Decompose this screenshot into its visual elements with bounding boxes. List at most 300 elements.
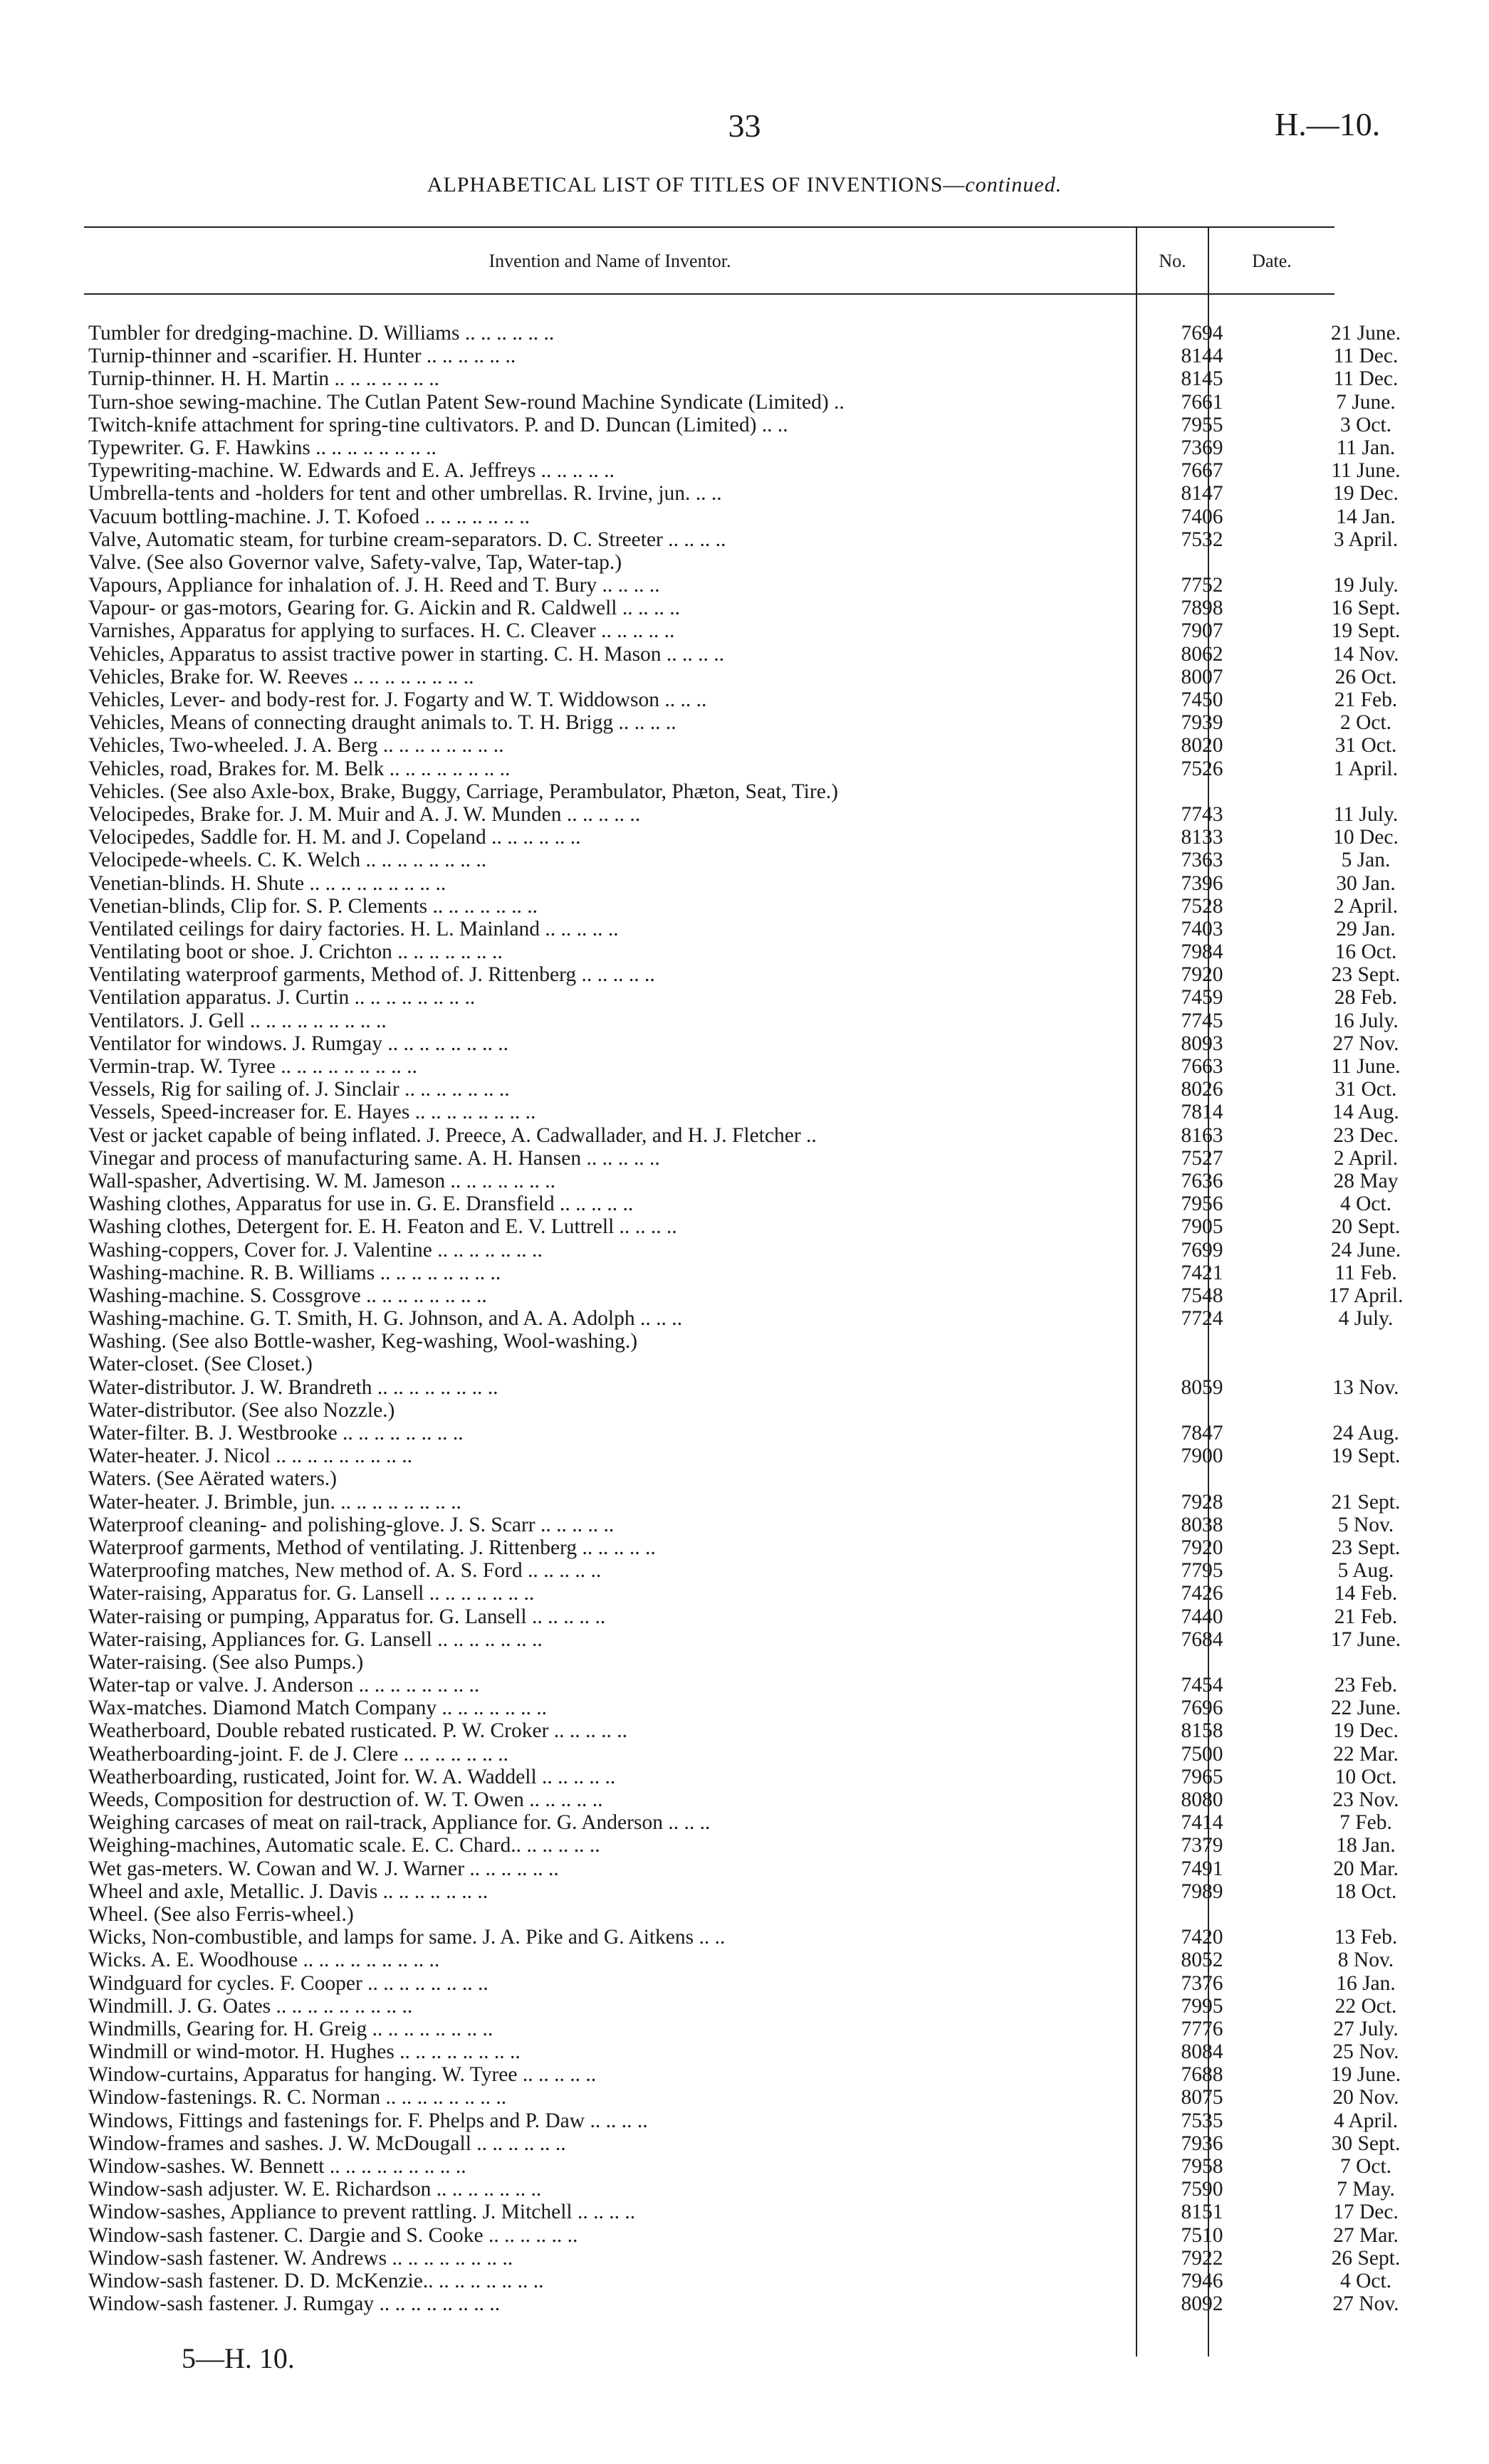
patent-date: 2 April. (1333, 894, 1399, 918)
patent-date: 7 Feb. (1339, 1811, 1392, 1835)
list-item (84, 2132, 1401, 2155)
list-item (84, 963, 1401, 987)
invention-title: Washing clothes, Detergent for. E. H. Featon and E. V. Luttrell .. .. .. .. (88, 1215, 677, 1239)
header-bottom-rule (84, 293, 1334, 295)
list-item (84, 2246, 1401, 2270)
invention-title: Ventilating waterproof garments, Method of. J. Rittenberg .. .. .. .. .. (88, 963, 655, 987)
patent-number: 7590 (1181, 2178, 1223, 2201)
patent-date: 7 Oct. (1339, 2155, 1392, 2178)
list-item (84, 1169, 1399, 1192)
list-item (84, 1032, 1399, 1055)
list-item (84, 2269, 1392, 2292)
patent-date: 7 June. (1336, 390, 1396, 414)
invention-title: Ventilator for windows. J. Rumgay .. .. .. .. .. .. .. .. (88, 1032, 508, 1055)
list-item (84, 1994, 1397, 2018)
invention-title: Tumbler for dredging-machine. D. Williams .. .. .. .. .. .. (88, 322, 555, 345)
patent-date: 11 Dec. (1333, 367, 1399, 391)
patent-date: 20 Nov. (1332, 2086, 1399, 2109)
patent-date: 26 Sept. (1331, 2246, 1401, 2270)
list-item (84, 1146, 1399, 1170)
page-number: 33 (728, 108, 761, 144)
invention-title: Weatherboarding-joint. F. de J. Clere .. .. .. .. .. .. .. (88, 1742, 509, 1766)
list-item (84, 2109, 1399, 2132)
list-item (84, 711, 1392, 735)
patent-number: 7376 (1181, 1971, 1223, 1995)
list-item (84, 1445, 1401, 1468)
patent-number: 7989 (1181, 1880, 1223, 1903)
invention-title: Vapour- or gas-motors, Gearing for. G. Aickin and R. Caldwell .. .. .. .. (88, 597, 680, 620)
patent-number: 7421 (1181, 1261, 1223, 1284)
patent-number: 8144 (1181, 345, 1223, 368)
patent-number: 8145 (1181, 367, 1223, 391)
list-item (84, 1261, 1397, 1284)
patent-date: 19 July. (1333, 574, 1399, 597)
patent-number: 7995 (1181, 1994, 1223, 2018)
patent-date: 5 Aug. (1337, 1559, 1394, 1583)
invention-title: Windmills, Gearing for. H. Greig .. .. .. .. .. .. .. .. (88, 2017, 493, 2040)
invention-title: Waters. (See Aërated waters.) (88, 1467, 338, 1491)
patent-date: 17 April. (1328, 1284, 1404, 1307)
list-item (84, 413, 1392, 436)
invention-title: Vessels, Rig for sailing of. J. Sinclair .. .. .. .. .. .. .. (88, 1078, 510, 1101)
list-item (84, 1651, 1334, 1674)
patent-number: 7526 (1181, 757, 1223, 780)
invention-title: Washing-machine. S. Cossgrove .. .. .. .. .. .. .. .. (88, 1284, 487, 1307)
patent-number: 8038 (1181, 1513, 1223, 1536)
patent-date: 4 Oct. (1339, 1192, 1392, 1216)
patent-date: 28 Feb. (1334, 986, 1398, 1010)
list-item (84, 734, 1397, 757)
patent-number: 8163 (1181, 1123, 1223, 1147)
invention-title: Window-sashes, Appliance to prevent rattling. J. Mitchell .. .. .. .. (88, 2201, 636, 2224)
patent-date: 17 June. (1330, 1627, 1401, 1651)
patent-number: 7396 (1181, 871, 1223, 895)
patent-date: 25 Nov. (1332, 2040, 1399, 2064)
invention-title: Weatherboard, Double rebated rusticated. P. W. Croker .. .. .. .. .. (88, 1719, 628, 1743)
invention-title: Valve. (See also Governor valve, Safety-valve, Tap, Water-tap.) (88, 550, 622, 574)
patent-number: 8075 (1181, 2086, 1223, 2109)
patent-date: 21 June. (1330, 322, 1401, 345)
invention-title: Vehicles, Means of connecting draught animals to. T. H. Brigg .. .. .. .. (88, 711, 676, 735)
invention-title: Windguard for cycles. F. Cooper .. .. .. .. .. .. .. .. (88, 1971, 489, 1995)
page-reference: H.—10. (1275, 106, 1381, 142)
patent-date: 31 Oct. (1334, 1078, 1397, 1101)
invention-title: Washing. (See also Bottle-washer, Keg-washing, Wool-washing.) (88, 1330, 638, 1353)
patent-number: 8062 (1181, 642, 1223, 666)
invention-title: Weighing carcases of meat on rail-track, Appliance for. G. Anderson .. .. .. (88, 1811, 711, 1835)
column-header-date: Date. (1252, 251, 1292, 271)
list-item (84, 345, 1399, 368)
patent-number: 8084 (1181, 2040, 1223, 2064)
patent-date: 4 July. (1338, 1307, 1394, 1331)
invention-title: Waterproofing matches, New method of. A. S. Ford .. .. .. .. .. (88, 1559, 602, 1583)
list-item (84, 1536, 1401, 1559)
list-item (84, 2178, 1395, 2201)
patent-number: 7776 (1181, 2017, 1223, 2040)
invention-title: Water-heater. J. Nicol .. .. .. .. .. .. .. .. .. (88, 1445, 412, 1468)
invention-title: Ventilators. J. Gell .. .. .. .. .. .. .. .. .. (88, 1009, 387, 1032)
signature-mark: 5—H. 10. (182, 2342, 295, 2374)
list-item (84, 2063, 1401, 2087)
patent-number: 7532 (1181, 528, 1223, 551)
list-item (84, 688, 1398, 711)
patent-number: 7527 (1181, 1146, 1223, 1170)
patent-number: 7955 (1181, 413, 1223, 436)
invention-title: Water-raising or pumping, Apparatus for. G. Lansell .. .. .. .. .. (88, 1605, 606, 1628)
patent-number: 7965 (1181, 1765, 1223, 1788)
invention-title: Vehicles. (See also Axle-box, Brake, Buggy, Carriage, Perambulator, Phæton, Seat, Tire.) (88, 780, 838, 803)
patent-number: 7907 (1181, 619, 1223, 643)
patent-date: 8 Nov. (1337, 1949, 1394, 1972)
patent-number: 7958 (1181, 2155, 1223, 2178)
list-item (84, 802, 1399, 826)
patent-date: 16 Sept. (1331, 597, 1401, 620)
patent-date: 14 Jan. (1336, 505, 1396, 528)
invention-title: Water-heater. J. Brimble, jun. .. .. .. .. .. .. .. .. (88, 1490, 461, 1514)
patent-date: 5 Nov. (1337, 1513, 1394, 1536)
invention-title: Window-frames and sashes. J. W. McDougall .. .. .. .. .. .. (88, 2132, 566, 2155)
invention-title: Window-sashes. W. Bennett .. .. .. .. .. .. .. .. .. (88, 2155, 466, 2178)
invention-title: Water-filter. B. J. Westbrooke .. .. .. .. .. .. .. .. (88, 1422, 464, 1445)
patent-date: 3 Oct. (1339, 413, 1392, 436)
invention-title: Wicks. A. E. Woodhouse .. .. .. .. .. .. .. .. .. (88, 1949, 440, 1972)
list-item (84, 780, 1334, 803)
patent-number: 8026 (1181, 1078, 1223, 1101)
patent-date: 19 Sept. (1331, 1445, 1401, 1468)
patent-date: 23 Sept. (1331, 1536, 1401, 1559)
invention-title: Vacuum bottling-machine. J. T. Kofoed .. .. .. .. .. .. .. (88, 505, 530, 528)
invention-title: Window-sash fastener. W. Andrews .. .. .. .. .. .. .. .. (88, 2246, 513, 2270)
patent-number: 7548 (1181, 1284, 1223, 1307)
invention-title: Umbrella-tents and -holders for tent and other umbrellas. R. Irvine, jun. .. .. (88, 482, 722, 505)
invention-title: Windmill. J. G. Oates .. .. .. .. .. .. .. .. .. (88, 1994, 413, 2018)
patent-number: 7420 (1181, 1926, 1223, 1949)
list-item (84, 642, 1399, 666)
list-item (84, 528, 1399, 551)
patent-date: 27 Nov. (1332, 2292, 1399, 2316)
list-item (84, 551, 1334, 574)
patent-date: 26 Oct. (1334, 665, 1397, 688)
patent-number: 7369 (1181, 436, 1223, 459)
invention-title: Water-raising, Appliances for. G. Lansell .. .. .. .. .. .. .. (88, 1627, 543, 1651)
list-item (84, 1192, 1392, 1216)
patent-date: 14 Nov. (1332, 642, 1399, 666)
list-item (84, 367, 1399, 391)
list-item (84, 1971, 1396, 1995)
list-item (84, 1055, 1401, 1078)
list-item (84, 322, 1401, 345)
patent-date: 16 July. (1333, 1009, 1399, 1032)
invention-title: Window-sash fastener. D. D. McKenzie.. .. .. .. .. .. .. .. (88, 2269, 544, 2292)
patent-date: 4 Oct. (1339, 2269, 1392, 2292)
patent-number: 7898 (1181, 597, 1223, 620)
list-item (84, 597, 1401, 620)
list-item (84, 757, 1399, 780)
patent-date: 18 Jan. (1336, 1834, 1396, 1857)
invention-title: Vessels, Speed-increaser for. E. Hayes .. .. .. .. .. .. .. .. (88, 1101, 536, 1124)
inventions-list (84, 322, 1404, 2316)
patent-number: 7920 (1181, 1536, 1223, 1559)
top-rule (84, 226, 1334, 228)
patent-date: 13 Nov. (1332, 1375, 1399, 1399)
list-item (84, 986, 1398, 1010)
patent-date: 27 Mar. (1333, 2223, 1399, 2247)
patent-number: 7900 (1181, 1445, 1223, 1468)
patent-number: 8052 (1181, 1949, 1223, 1972)
invention-title: Typewriting-machine. W. Edwards and E. A. Jeffreys .. .. .. .. .. (88, 459, 615, 483)
patent-number: 8093 (1181, 1032, 1223, 1055)
invention-title: Turnip-thinner and -scarifier. H. Hunter .. .. .. .. .. .. (88, 345, 516, 368)
patent-date: 30 Jan. (1336, 871, 1396, 895)
invention-title: Varnishes, Apparatus for applying to surfaces. H. C. Cleaver .. .. .. .. .. (88, 619, 675, 643)
heading-continued: continued. (965, 173, 1062, 196)
list-item (84, 1834, 1396, 1857)
patent-number: 7936 (1181, 2132, 1223, 2155)
list-item (84, 1284, 1404, 1307)
patent-number: 7663 (1181, 1055, 1223, 1078)
patent-number: 7847 (1181, 1422, 1223, 1445)
list-item (84, 1811, 1392, 1835)
patent-date: 31 Oct. (1334, 734, 1397, 757)
patent-date: 23 Dec. (1333, 1123, 1399, 1147)
list-item (84, 1903, 1334, 1926)
invention-title: Waterproof garments, Method of ventilating. J. Rittenberg .. .. .. .. .. (88, 1536, 656, 1559)
invention-title: Water-closet. (See Closet.) (88, 1353, 313, 1376)
patent-number: 7984 (1181, 940, 1223, 964)
invention-title: Window-sash adjuster. W. E. Richardson .. .. .. .. .. .. .. (88, 2178, 542, 2201)
list-item (84, 574, 1399, 597)
patent-date: 29 Jan. (1336, 917, 1396, 940)
invention-title: Wet gas-meters. W. Cowan and W. J. Warner .. .. .. .. .. .. (88, 1857, 559, 1880)
invention-title: Window-sash fastener. J. Rumgay .. .. .. .. .. .. .. .. (88, 2292, 501, 2316)
patent-number: 7500 (1181, 1742, 1223, 1766)
patent-number: 7414 (1181, 1811, 1223, 1835)
patent-number: 7814 (1181, 1101, 1223, 1124)
list-item (84, 1880, 1397, 1903)
invention-title: Waterproof cleaning- and polishing-glove. J. S. Scarr .. .. .. .. .. (88, 1513, 615, 1536)
patent-date: 21 Feb. (1334, 688, 1398, 711)
patent-date: 24 Aug. (1332, 1422, 1399, 1445)
invention-title: Vapours, Appliance for inhalation of. J. H. Reed and T. Bury .. .. .. .. (88, 574, 660, 597)
list-item (84, 1857, 1399, 1880)
patent-date: 4 April. (1333, 2109, 1399, 2132)
list-item (84, 1123, 1399, 1147)
list-item (84, 665, 1397, 688)
invention-title: Venetian-blinds, Clip for. S. P. Clements .. .. .. .. .. .. .. (88, 894, 538, 918)
invention-title: Windows, Fittings and fastenings for. F. Phelps and P. Daw .. .. .. .. (88, 2109, 648, 2132)
patent-number: 7688 (1181, 2063, 1223, 2087)
list-item (84, 619, 1401, 643)
patent-number: 7694 (1181, 322, 1223, 345)
list-item (84, 1078, 1397, 1101)
invention-title: Window-curtains, Apparatus for hanging. W. Tyree .. .. .. .. .. (88, 2063, 597, 2087)
list-item (84, 436, 1396, 459)
patent-number: 7939 (1181, 711, 1223, 735)
invention-title: Wicks, Non-combustible, and lamps for same. J. A. Pike and G. Aitkens .. .. (88, 1926, 726, 1949)
invention-title: Venetian-blinds. H. Shute .. .. .. .. .. .. .. .. .. (88, 871, 446, 895)
patent-number: 7920 (1181, 963, 1223, 987)
patent-number: 7667 (1181, 459, 1223, 483)
list-item (84, 1101, 1399, 1124)
invention-title: Wax-matches. Diamond Match Company .. .. .. .. .. .. .. (88, 1697, 548, 1720)
patent-number: 7491 (1181, 1857, 1223, 1880)
list-item (84, 1926, 1398, 1949)
invention-title: Ventilated ceilings for dairy factories. H. L. Mainland .. .. .. .. .. (88, 917, 619, 940)
patent-date: 2 April. (1333, 1146, 1399, 1170)
patent-date: 28 May (1333, 1169, 1399, 1192)
list-item (84, 894, 1399, 918)
patent-date: 14 Aug. (1332, 1101, 1399, 1124)
list-item (84, 1307, 1394, 1331)
invention-title: Wheel and axle, Metallic. J. Davis .. .. .. .. .. .. .. (88, 1880, 489, 1903)
list-item (84, 459, 1401, 483)
list-item (84, 871, 1396, 895)
list-item (84, 1009, 1399, 1032)
column-header-no: No. (1159, 251, 1186, 271)
invention-title: Velocipedes, Saddle for. H. M. and J. Copeland .. .. .. .. .. .. (88, 826, 581, 849)
patent-number: 7459 (1181, 986, 1223, 1010)
patent-date: 11 Dec. (1333, 345, 1399, 368)
invention-title: Water-distributor. J. W. Brandreth .. .. .. .. .. .. .. .. (88, 1375, 498, 1399)
invention-title: Weatherboarding, rusticated, Joint for. W. A. Waddell .. .. .. .. .. (88, 1765, 616, 1788)
patent-date: 17 Dec. (1333, 2201, 1399, 2224)
invention-title: Window-fastenings. R. C. Norman .. .. .. .. .. .. .. .. (88, 2086, 507, 2109)
patent-number: 7661 (1181, 390, 1223, 414)
patent-number: 7535 (1181, 2109, 1223, 2132)
invention-title: Water-tap or valve. J. Anderson .. .. .. .. .. .. .. .. (88, 1674, 480, 1697)
invention-title: Vest or jacket capable of being inflated. J. Preece, A. Cadwallader, and H. J. Fletcher .. (88, 1123, 817, 1147)
patent-date: 27 Nov. (1332, 1032, 1399, 1055)
list-item (84, 2155, 1392, 2178)
patent-number: 7450 (1181, 688, 1223, 711)
list-item (84, 917, 1396, 940)
patent-date: 19 Sept. (1331, 619, 1401, 643)
patent-number: 7699 (1181, 1238, 1223, 1262)
patent-number: 7684 (1181, 1627, 1223, 1651)
patent-number: 8020 (1181, 734, 1223, 757)
patent-date: 27 July. (1333, 2017, 1399, 2040)
list-item (84, 1238, 1401, 1262)
patent-number: 7406 (1181, 505, 1223, 528)
list-item (84, 2292, 1399, 2316)
patent-date: 22 Mar. (1333, 1742, 1399, 1766)
patent-number: 7636 (1181, 1169, 1223, 1192)
patent-date: 22 June. (1330, 1697, 1401, 1720)
patent-number: 7956 (1181, 1192, 1223, 1216)
list-item (84, 1627, 1401, 1651)
list-item (84, 1949, 1394, 1972)
invention-title: Wheel. (See also Ferris-wheel.) (88, 1902, 354, 1926)
patent-number: 7440 (1181, 1605, 1223, 1628)
patent-date: 10 Dec. (1333, 826, 1399, 849)
list-item (84, 390, 1396, 414)
invention-title: Washing-machine. R. B. Williams .. .. .. .. .. .. .. .. (88, 1261, 501, 1284)
invention-title: Turn-shoe sewing-machine. The Cutlan Patent Sew-round Machine Syndicate (Limited) .. (88, 390, 845, 414)
invention-title: Vehicles, Two-wheeled. J. A. Berg .. .. .. .. .. .. .. .. (88, 734, 504, 757)
patent-number: 7946 (1181, 2269, 1223, 2292)
patent-date: 21 Sept. (1331, 1490, 1401, 1514)
patent-number: 7724 (1181, 1307, 1223, 1331)
invention-title: Twitch-knife attachment for spring-tine cultivators. P. and D. Duncan (Limited) .. .. (88, 413, 788, 436)
invention-title: Velocipedes, Brake for. J. M. Muir and A. J. W. Munden .. .. .. .. .. (88, 802, 641, 826)
list-item (84, 1582, 1398, 1605)
patent-date: 11 July. (1333, 802, 1399, 826)
patent-number: 7696 (1181, 1697, 1223, 1720)
list-item (84, 1422, 1399, 1445)
list-item (84, 2201, 1399, 2224)
patent-date: 24 June. (1330, 1238, 1401, 1262)
page-heading (0, 173, 1489, 197)
patent-date: 14 Feb. (1334, 1582, 1398, 1605)
column-header-invention: Invention and Name of Inventor. (489, 251, 731, 271)
invention-title: Vehicles, Brake for. W. Reeves .. .. .. .. .. .. .. .. (88, 665, 474, 688)
list-item (84, 940, 1397, 964)
invention-title: Weighing-machines, Automatic scale. E. C. Chard.. .. .. .. .. .. (88, 1834, 600, 1857)
list-item (84, 1215, 1401, 1239)
patent-number: 7363 (1181, 849, 1223, 872)
patent-number: 7922 (1181, 2246, 1223, 2270)
patent-number: 8133 (1181, 826, 1223, 849)
patent-date: 19 Dec. (1333, 1719, 1399, 1743)
patent-date: 20 Mar. (1333, 1857, 1399, 1880)
patent-date: 23 Sept. (1331, 963, 1401, 987)
list-item (84, 1559, 1394, 1583)
patent-date: 16 Oct. (1334, 940, 1397, 964)
invention-title: Vermin-trap. W. Tyree .. .. .. .. .. .. .. .. .. (88, 1055, 417, 1078)
invention-title: Velocipede-wheels. C. K. Welch .. .. .. .. .. .. .. .. (88, 849, 487, 872)
patent-number: 8092 (1181, 2292, 1223, 2316)
patent-date: 5 Jan. (1341, 849, 1391, 872)
invention-title: Washing clothes, Apparatus for use in. G. E. Dransfield .. .. .. .. .. (88, 1192, 634, 1216)
patent-number: 7510 (1181, 2223, 1223, 2247)
list-item (84, 1697, 1401, 1720)
list-item (84, 1788, 1399, 1811)
invention-title: Typewriter. G. F. Hawkins .. .. .. .. .. .. .. .. (88, 436, 437, 459)
patent-number: 8147 (1181, 482, 1223, 505)
patent-date: 19 Dec. (1333, 482, 1399, 505)
patent-number: 7379 (1181, 1834, 1223, 1857)
invention-title: Vehicles, Apparatus to assist tractive power in starting. C. H. Mason .. .. .. .. (88, 642, 725, 666)
patent-number: 8059 (1181, 1375, 1223, 1399)
list-item (84, 1765, 1397, 1788)
patent-date: 3 April. (1333, 528, 1399, 551)
patent-date: 7 May. (1337, 2178, 1395, 2201)
invention-title: Turnip-thinner. H. H. Martin .. .. .. .. .. .. .. (88, 367, 440, 391)
patent-date: 11 Jan. (1336, 436, 1396, 459)
patent-date: 13 Feb. (1334, 1926, 1398, 1949)
patent-number: 7795 (1181, 1559, 1223, 1583)
patent-date: 20 Sept. (1331, 1215, 1401, 1239)
patent-number: 7403 (1181, 917, 1223, 940)
patent-number: 7528 (1181, 894, 1223, 918)
patent-number: 7745 (1181, 1009, 1223, 1032)
patent-date: 23 Feb. (1334, 1674, 1398, 1697)
patent-number: 8158 (1181, 1719, 1223, 1743)
patent-number: 7743 (1181, 802, 1223, 826)
patent-date: 11 Feb. (1334, 1261, 1397, 1284)
patent-date: 23 Nov. (1332, 1788, 1399, 1811)
list-item (84, 2017, 1399, 2040)
heading-text: ALPHABETICAL LIST OF TITLES OF INVENTIONS— (427, 173, 966, 196)
patent-date: 10 Oct. (1334, 1765, 1397, 1788)
invention-title: Windmill or wind-motor. H. Hughes .. .. .. .. .. .. .. .. (88, 2040, 521, 2064)
patent-number: 8151 (1181, 2201, 1223, 2224)
patent-date: 2 Oct. (1339, 711, 1392, 735)
list-item (84, 1719, 1399, 1743)
invention-title: Wall-spasher, Advertising. W. M. Jameson .. .. .. .. .. .. .. (88, 1169, 556, 1192)
patent-date: 1 April. (1333, 757, 1399, 780)
patent-date: 16 Jan. (1336, 1971, 1396, 1995)
